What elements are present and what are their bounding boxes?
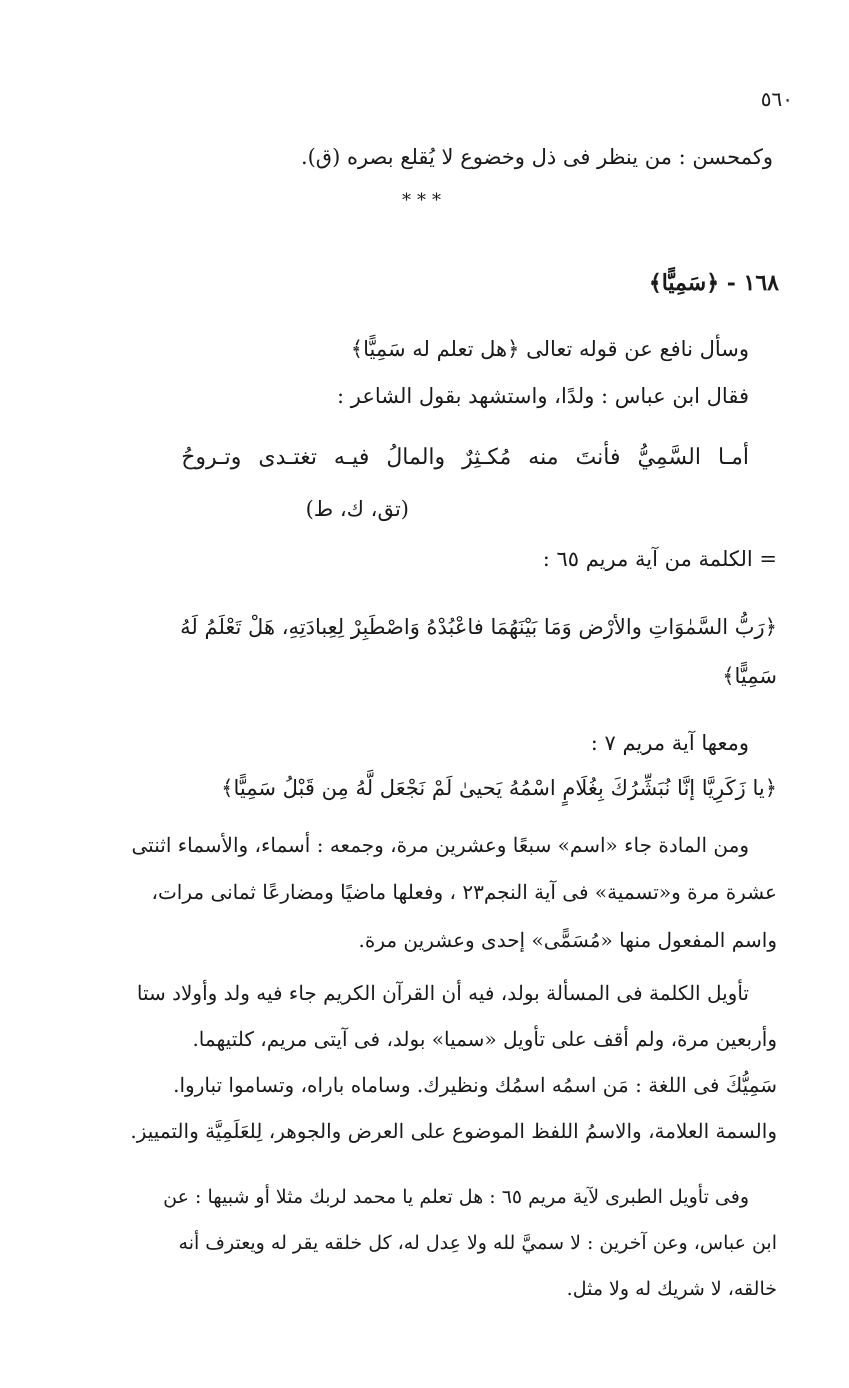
paragraph-1-line1: ومن المادة جاء «اسم» سبعًا وعشرين مرة، وجمعه : أسماء، والأسماء اثنتى xyxy=(131,833,749,857)
quran-verse-2: ﴿يا زَكَرِيَّا إنَّا نُبَشِّرُكَ بِغُلَامٍ اسْمُهُ يَحيىٰ لَمْ نَجْعَل لَّهُ مِن قَبْلُ سَمِيًّا﴾ xyxy=(221,776,777,800)
verse-reference-1: = الكلمة من آية مريم ٦٥ : xyxy=(542,547,777,571)
paragraph-2-line3: سَمِيُّكَ فى اللغة : مَن اسمُه اسمُك ونظيرك. وساماه باراه، وتساموا تباروا. xyxy=(173,1073,777,1097)
answer-line: فقال ابن عباس : ولدًا، واستشهد بقول الشاعر : xyxy=(336,384,749,408)
paragraph-3-line1: وفى تأويل الطبرى لآية مريم ٦٥ : هل تعلم يا محمد لربك مثلا أو شبيها : عن xyxy=(163,1186,749,1208)
separator-stars: *** xyxy=(402,190,447,211)
paragraph-2-line2: وأربعين مرة، ولم أقف على تأويل «سميا» بولد، فى آيتى مريم، كلتيهما. xyxy=(192,1027,777,1051)
quran-verse-1-line2: سَمِيًّا﴾ xyxy=(722,664,777,688)
paragraph-1-line3: واسم المفعول منها «مُسَمًّى» إحدى وعشرين مرة. xyxy=(358,928,777,952)
page-number: ٥٦٠ xyxy=(760,87,793,111)
paragraph-2-line1: تأويل الكلمة فى المسألة بولد، فيه أن القرآن الكريم جاء فيه ولد وأولاد ستا xyxy=(136,981,749,1005)
poetry-verse: أمـا السَّمِيُّ فأنتَ منه مُكـثِرٌ والمالُ فيـه تغتـدى وتـروحُ xyxy=(181,445,749,470)
top-line: وكمحسن : من ينظر فى ذل وخضوع لا يُقلع بصره (ق). xyxy=(300,145,773,169)
quran-verse-1-line1: ﴿رَبُّ السَّمٰوَاتِ والأرْض وَمَا بَيْنَهُمَا فاعْبُدْهُ وَاصْطَبِرْ لِعِبادَتِهِ، هَلْ تَعْلَمُ لَهُ xyxy=(180,615,777,639)
verse-reference-2: ومعها آية مريم ٧ : xyxy=(590,731,749,755)
paragraph-2-line4: والسمة العلامة، والاسمُ اللفظ الموضوع على العرض والجوهر، لِلعَلَمِيَّة والتمييز. xyxy=(130,1119,777,1143)
question-line: وسأل نافع عن قوله تعالى ﴿هل تعلم له سَمِيًّا﴾ xyxy=(350,337,749,361)
paragraph-3-line3: خالقه، لا شريك له ولا مثل. xyxy=(566,1278,777,1300)
entry-heading: ١٦٨ - ﴿سَمِيًّا﴾ xyxy=(648,270,779,296)
paragraph-1-line2: عشرة مرة و«تسمية» فى آية النجم٢٣ ، وفعلها ماضيًا ومضارعًا ثمانى مرات، xyxy=(151,880,777,904)
source-codes: (تق، ك، ط) xyxy=(305,497,409,521)
paragraph-3-line2: ابن عباس، وعن آخرين : لا سميَّ لله ولا عِدل له، كل خلقه يقر له ويعترف أنه xyxy=(178,1232,777,1254)
